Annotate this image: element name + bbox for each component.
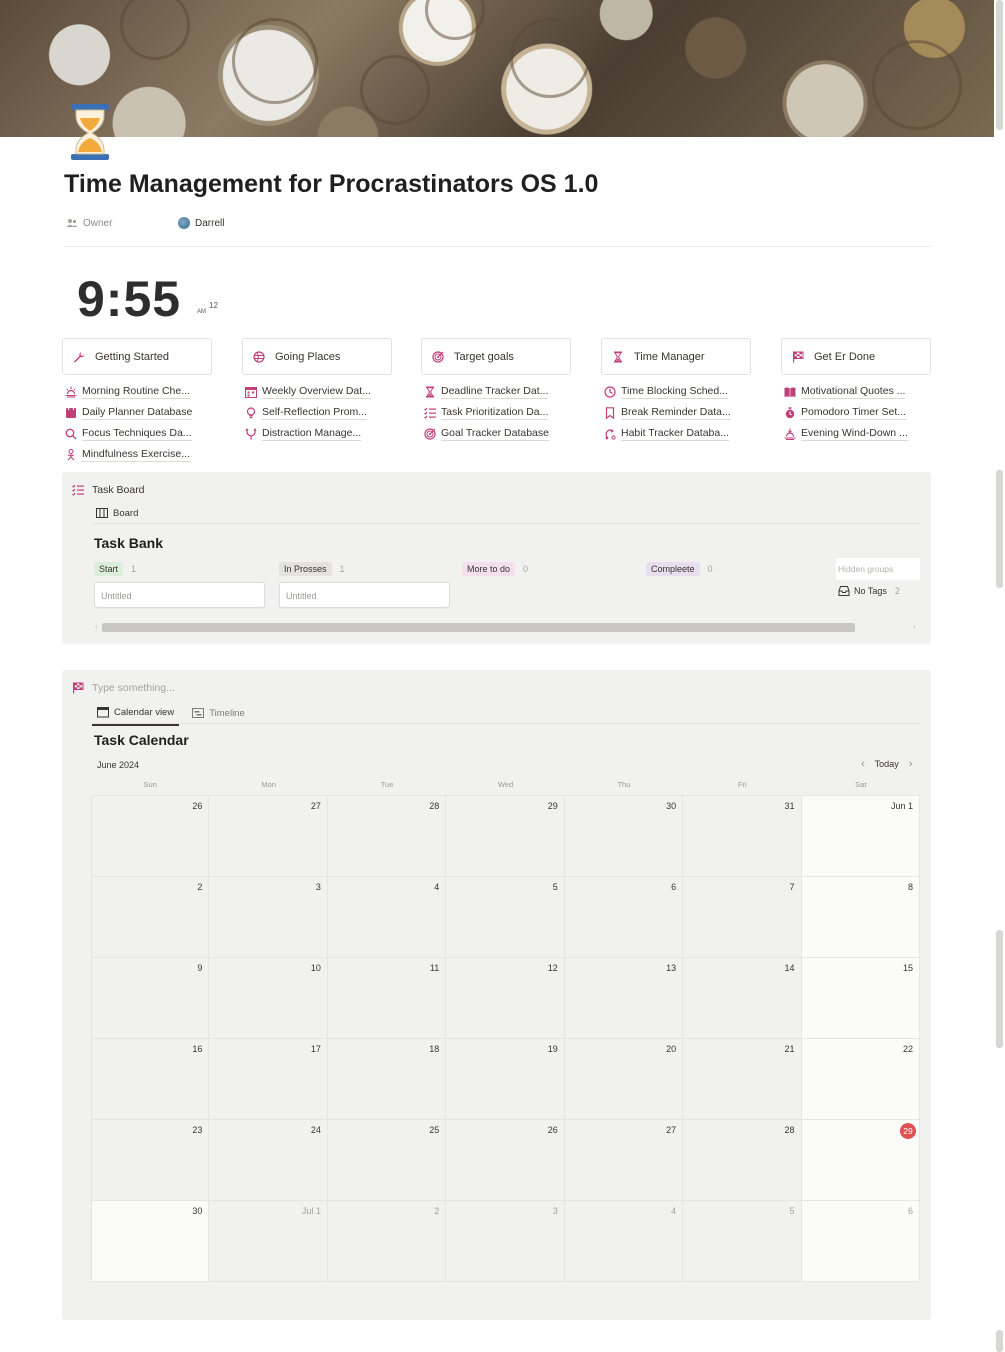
avatar: [178, 217, 190, 229]
nav-link[interactable]: Focus Techniques Da...: [62, 423, 212, 444]
target-icon: [424, 428, 436, 440]
calendar-day[interactable]: [328, 796, 446, 877]
day-number: Jul 1: [301, 1206, 321, 1216]
calendar-icon: [245, 386, 257, 398]
day-number: 30: [192, 1206, 203, 1216]
calendar-day[interactable]: [683, 1039, 801, 1120]
calendar-day[interactable]: [328, 1201, 446, 1282]
day-number: 2: [434, 1206, 440, 1216]
day-number: 22: [902, 1044, 913, 1054]
calendar-day[interactable]: [446, 1120, 564, 1201]
weekday-label: Sun: [143, 780, 157, 789]
board-card[interactable]: Untitled: [94, 582, 265, 608]
calendar-title-input[interactable]: Type something...: [72, 682, 175, 694]
hidden-groups-header[interactable]: Hidden groups: [836, 558, 920, 580]
nav-card-going-places[interactable]: Going Places: [242, 338, 392, 375]
tab-calendar-view[interactable]: Calendar view: [92, 705, 179, 726]
scroll-right-icon[interactable]: ›: [913, 622, 916, 631]
routine-icon: [604, 428, 616, 440]
divider: [92, 723, 920, 724]
calendar-icon: [97, 706, 109, 718]
calendar-day[interactable]: [683, 958, 801, 1039]
calendar-day[interactable]: [209, 796, 327, 877]
calendar-day[interactable]: [209, 877, 327, 958]
calendar-day[interactable]: [91, 958, 209, 1039]
book-icon: [784, 386, 796, 398]
nav-link[interactable]: Daily Planner Database: [62, 402, 212, 423]
status-badge: Compleete: [646, 562, 700, 576]
group-count: 1: [339, 564, 345, 574]
hourglass-icon[interactable]: [68, 104, 112, 162]
checklist-icon: [424, 407, 436, 419]
nav-link[interactable]: Morning Routine Che...: [62, 381, 212, 402]
inbox-icon: [838, 585, 850, 597]
calendar-day[interactable]: [565, 1201, 683, 1282]
board-card[interactable]: Untitled: [279, 582, 450, 608]
board-group-more-to-do[interactable]: [462, 562, 528, 576]
day-number: 21: [784, 1044, 795, 1054]
calendar-day[interactable]: [683, 877, 801, 958]
day-number: 27: [310, 801, 321, 811]
day-number: Jun 1: [890, 801, 913, 811]
status-badge: In Prosses: [279, 562, 332, 576]
day-number: 18: [429, 1044, 440, 1054]
nav-link[interactable]: Weekly Overview Dat...: [242, 381, 392, 402]
weekday-label: Mon: [261, 780, 276, 789]
day-number: 3: [552, 1206, 558, 1216]
owner-label: Owner: [66, 217, 112, 229]
calendar-day[interactable]: [209, 1201, 327, 1282]
weekday-label: Wed: [497, 780, 514, 789]
clock-seconds: 12: [209, 301, 218, 310]
day-number: 20: [666, 1044, 677, 1054]
day-number: 6: [907, 1206, 913, 1216]
day-number: 4: [434, 882, 440, 892]
board-icon: [96, 507, 108, 519]
day-number: 10: [310, 963, 321, 973]
page-title: Time Management for Procrastinators OS 1.0: [64, 170, 599, 198]
calendar-day-today[interactable]: [802, 1120, 920, 1201]
calendar-day[interactable]: [91, 796, 209, 877]
calendar-day[interactable]: [683, 796, 801, 877]
checklist-icon: [72, 484, 84, 496]
group-count: 0: [707, 564, 713, 574]
no-tags-group[interactable]: No Tags 2: [838, 585, 900, 597]
day-number: 28: [784, 1125, 795, 1135]
owner-value[interactable]: Darrell: [178, 217, 224, 229]
board-group-in-prosses[interactable]: [279, 562, 345, 576]
weekday-label: Sat: [855, 780, 867, 789]
globe-icon: [253, 351, 265, 363]
calendar-day[interactable]: [565, 1120, 683, 1201]
calendar-day[interactable]: [209, 958, 327, 1039]
clock-time: 9:55: [77, 271, 182, 327]
status-badge: Start: [94, 562, 123, 576]
nav-link[interactable]: Time Blocking Sched...: [601, 381, 751, 402]
calendar-day[interactable]: [91, 1120, 209, 1201]
lightbulb-icon: [245, 407, 257, 419]
nav-link[interactable]: Mindfulness Exercise...: [62, 444, 212, 465]
nav-card-getting-started[interactable]: Getting Started: [62, 338, 212, 375]
owner-property: [66, 216, 931, 232]
day-number: 13: [666, 963, 677, 973]
hourglass-icon: [424, 386, 436, 398]
calendar-day[interactable]: [565, 796, 683, 877]
chevron-right-icon[interactable]: ›: [908, 758, 913, 770]
day-number: 6: [671, 882, 677, 892]
planner-icon: [65, 407, 77, 419]
day-number: 30: [666, 801, 677, 811]
calendar-day[interactable]: [802, 1201, 920, 1282]
calendar-month: June 2024: [97, 760, 140, 770]
day-number: 5: [789, 1206, 795, 1216]
flag-icon: [792, 351, 804, 363]
nav-card-time-manager[interactable]: Time Manager: [601, 338, 751, 375]
calendar-day[interactable]: [565, 1039, 683, 1120]
calendar-navigation: [861, 758, 912, 770]
day-number: 4: [671, 1206, 677, 1216]
calendar-day[interactable]: [91, 1201, 209, 1282]
nav-card-target-goals[interactable]: Target goals: [421, 338, 571, 375]
day-number: 28: [429, 801, 440, 811]
day-number: 31: [784, 801, 795, 811]
nav-card-get-er-done[interactable]: Get Er Done: [781, 338, 931, 375]
sunset-icon: [784, 428, 796, 440]
cover-image: [0, 0, 994, 137]
calendar-day[interactable]: [802, 877, 920, 958]
nav-column-get-er-done: [781, 338, 931, 444]
day-number: 3: [315, 882, 321, 892]
day-number: 29: [900, 1123, 916, 1139]
day-number: 23: [192, 1125, 203, 1135]
scroll-left-icon[interactable]: ‹: [95, 622, 98, 631]
calendar-day[interactable]: [91, 1039, 209, 1120]
page-scrollbar[interactable]: [994, 0, 1005, 1352]
day-number: 16: [192, 1044, 203, 1054]
nav-column-getting-started: [62, 338, 212, 465]
nav-link[interactable]: Pomodoro Timer Set...: [781, 402, 931, 423]
calendar-day[interactable]: [209, 1120, 327, 1201]
group-count: 1: [131, 564, 137, 574]
clock-ampm: AM: [197, 309, 206, 315]
nav-column-going-places: [242, 338, 392, 444]
nav-link[interactable]: Break Reminder Data...: [601, 402, 751, 423]
calendar-day[interactable]: [328, 958, 446, 1039]
fork-icon: [245, 428, 257, 440]
calendar-day[interactable]: [91, 877, 209, 958]
day-number: 25: [429, 1125, 440, 1135]
calendar-day[interactable]: [683, 1120, 801, 1201]
day-number: 11: [429, 963, 440, 973]
calendar-day[interactable]: [328, 1120, 446, 1201]
nav-link[interactable]: Evening Wind-Down ...: [781, 423, 931, 444]
calendar-day[interactable]: [446, 877, 564, 958]
day-number: 17: [310, 1044, 321, 1054]
calendar-day[interactable]: [683, 1201, 801, 1282]
calendar-day[interactable]: [209, 1039, 327, 1120]
day-number: 27: [666, 1125, 677, 1135]
day-number: 29: [547, 801, 558, 811]
tab-board[interactable]: Board: [96, 507, 138, 519]
day-number: 26: [547, 1125, 558, 1135]
nav-link[interactable]: Task Prioritization Da...: [421, 402, 571, 423]
group-count: 0: [523, 564, 529, 574]
sunrise-icon: [65, 386, 77, 398]
board-horizontal-scrollbar[interactable]: [102, 623, 855, 632]
hourglass-icon: [612, 351, 624, 363]
task-board-header[interactable]: Task Board: [72, 484, 145, 496]
day-number: 2: [197, 882, 203, 892]
wrench-icon: [73, 351, 85, 363]
nav-link[interactable]: Goal Tracker Database: [421, 423, 571, 444]
nav-link[interactable]: Habit Tracker Databa...: [601, 423, 751, 444]
nav-link[interactable]: Motivational Quotes ...: [781, 381, 931, 402]
magnifier-icon: [65, 428, 77, 440]
people-icon: [66, 217, 78, 229]
nav-column-target-goals: [421, 338, 571, 444]
status-badge: More to do: [462, 562, 515, 576]
chevron-left-icon[interactable]: ‹: [861, 758, 865, 770]
board-title: Task Bank: [94, 535, 163, 551]
flag-icon: [72, 682, 84, 694]
calendar-day[interactable]: [446, 796, 564, 877]
day-number: 14: [784, 963, 795, 973]
calendar-day[interactable]: [446, 1201, 564, 1282]
day-number: 12: [547, 963, 558, 973]
day-number: 5: [552, 882, 558, 892]
calendar-grid: [91, 795, 920, 1282]
meditation-icon: [65, 449, 77, 461]
weekday-label: Tue: [380, 780, 394, 789]
day-number: 19: [547, 1044, 558, 1054]
day-number: 15: [902, 963, 913, 973]
nav-link[interactable]: Deadline Tracker Dat...: [421, 381, 571, 402]
board-group-compleete[interactable]: [646, 562, 713, 576]
calendar-day[interactable]: [802, 1039, 920, 1120]
task-board: [62, 472, 931, 644]
nav-link[interactable]: Self-Reflection Prom...: [242, 402, 392, 423]
day-number: 7: [789, 882, 795, 892]
clock-icon: [604, 386, 616, 398]
calendar-day[interactable]: [565, 958, 683, 1039]
nav-column-time-manager: [601, 338, 751, 444]
weekday-label: Fri: [737, 780, 747, 789]
nav-link[interactable]: Distraction Manage...: [242, 423, 392, 444]
timer-icon: [784, 407, 796, 419]
day-number: 26: [192, 801, 203, 811]
divider: [64, 246, 931, 247]
bookmark-icon: [604, 407, 616, 419]
today-button[interactable]: Today: [874, 759, 899, 769]
calendar-day[interactable]: [802, 958, 920, 1039]
task-calendar: [62, 670, 931, 1320]
day-number: 9: [197, 963, 203, 973]
tab-timeline[interactable]: Timeline: [187, 705, 250, 726]
divider: [92, 523, 920, 524]
calendar-title: Task Calendar: [94, 732, 189, 748]
board-group-start[interactable]: [94, 562, 136, 576]
calendar-day[interactable]: [328, 877, 446, 958]
timeline-icon: [192, 707, 204, 719]
day-number: 24: [310, 1125, 321, 1135]
calendar-day[interactable]: [446, 958, 564, 1039]
weekday-header: [91, 780, 920, 789]
weekday-label: Thu: [617, 780, 631, 789]
calendar-day[interactable]: [446, 1039, 564, 1120]
day-number: 8: [907, 882, 913, 892]
target-icon: [432, 351, 444, 363]
calendar-day[interactable]: [802, 796, 920, 877]
calendar-day[interactable]: [565, 877, 683, 958]
calendar-day[interactable]: [328, 1039, 446, 1120]
